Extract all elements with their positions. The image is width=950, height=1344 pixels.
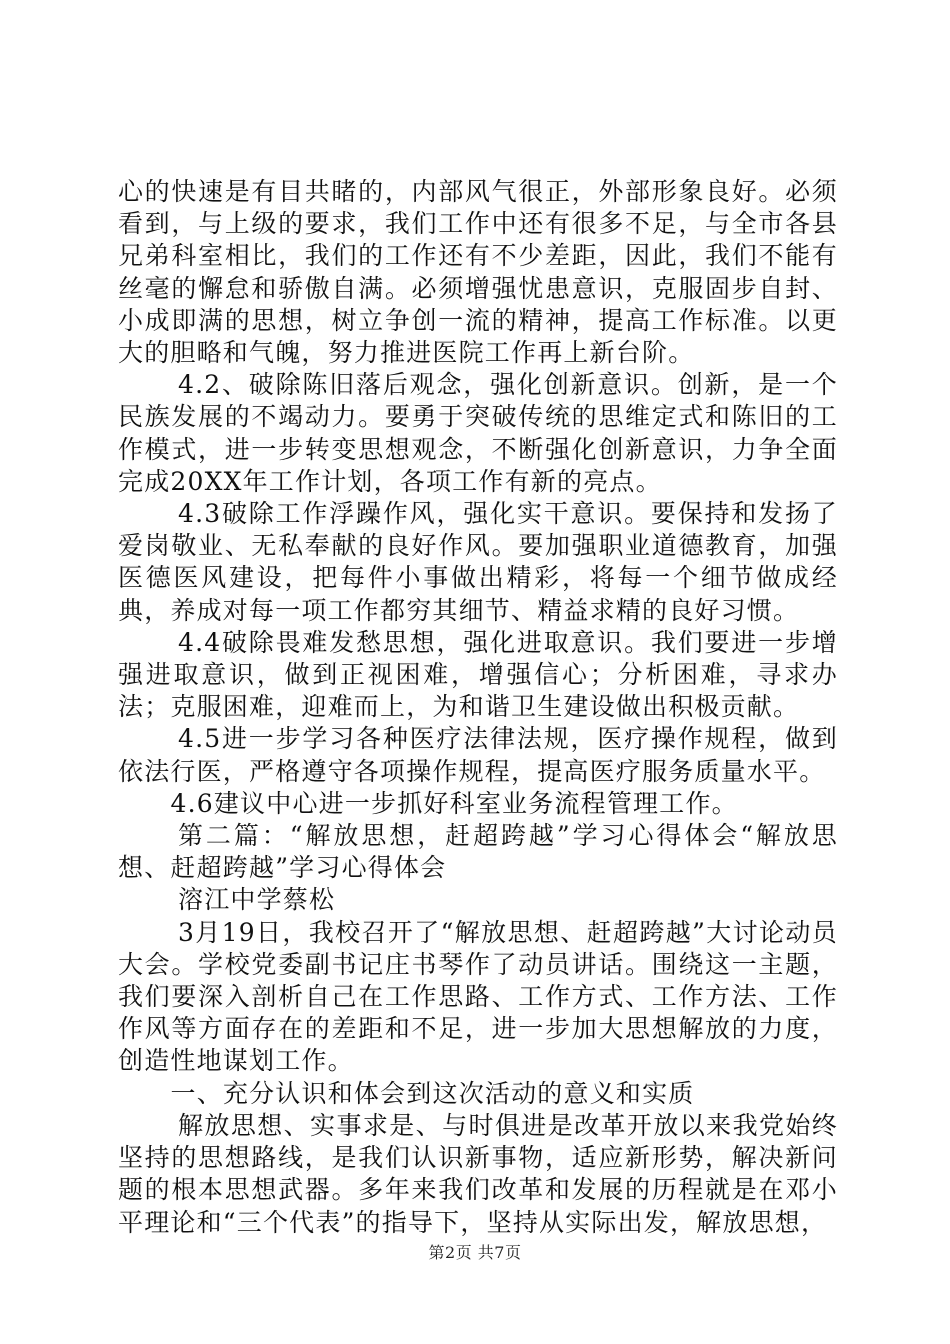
paragraph-liberation: 解放思想、实事求是、与时俱进是改革开放以来我党始终坚持的思想路线，是我们认识新事物，适应新形势，解决新问题的根本思想武器。多年来我们改革和发展的历程就是在邓小平理论和“三个代表”的指导下，坚持从实际出发，解放思想， [118, 1110, 838, 1237]
paragraph-4-6: 4.6建议中心进一步抓好科室业务流程管理工作。 [170, 788, 738, 818]
paragraph-4-5: 4.5进一步学习各种医疗法律法规，医疗操作规程，做到依法行医，严格遵守各项操作规程，提高医疗服务质量水平。 [118, 724, 838, 786]
paragraph-continuation: 心的快速是有目共睹的，内部风气很正，外部形象良好。必须看到，与上级的要求，我们工作中还有很多不足，与全市各县兄弟科室相比，我们的工作还有不少差距，因此，我们不能有丝毫的懈怠和骄傲自满。必须增强忧患意识，克服固步自封、小成即满的思想，树立争创一流的精神，提高工作标准。以更大的胆略和气魄，努力推进医院工作再上新台阶。 [118, 177, 838, 368]
paragraph-4-2: 4.2、破除陈旧落后观念，强化创新意识。创新，是一个民族发展的不竭动力。要勇于突破传统的思维定式和陈旧的工作模式，进一步转变思想观念，不断强化创新意识，力争全面完成20XX年工作计划，各项工作有新的亮点。 [118, 370, 838, 496]
paragraph-4-4: 4.4破除畏难发愁思想，强化进取意识。我们要进一步增强进取意识，做到正视困难，增强信心；分析困难，寻求办法；克服困难，迎难而上，为和谐卫生建设做出积极贡献。 [118, 627, 838, 722]
subheading-one: 一、充分认识和体会到这次活动的意义和实质 [170, 1078, 695, 1108]
paragraph-4-3: 4.3破除工作浮躁作风，强化实干意识。要保持和发扬了爱岗敬业、无私奉献的良好作风。要加强职业道德教育，加强医德医风建设，把每件小事做出精彩，将每一个细节做成经典，养成对每一项工作都穷其细节、精益求精的良好习惯。 [118, 499, 838, 625]
section-heading-part-two: 第二篇：“解放思想，赶超跨越”学习心得体会“解放思想、赶超跨越”学习心得体会 [118, 821, 838, 883]
document-body [118, 176, 838, 1239]
author-line: 溶江中学蔡松 [178, 885, 336, 915]
paragraph-meeting: 3月19日，我校召开了“解放思想、赶超跨越”大讨论动员大会。学校党委副书记庄书琴作了动员讲话。围绕这一主题，我们要深入剖析自己在工作思路、工作方式、工作方法、工作作风等方面存在的差距和不足，进一步加大思想解放的力度，创造性地谋划工作。 [118, 917, 838, 1076]
page-footer: 第2页 共7页 [428, 1243, 522, 1262]
